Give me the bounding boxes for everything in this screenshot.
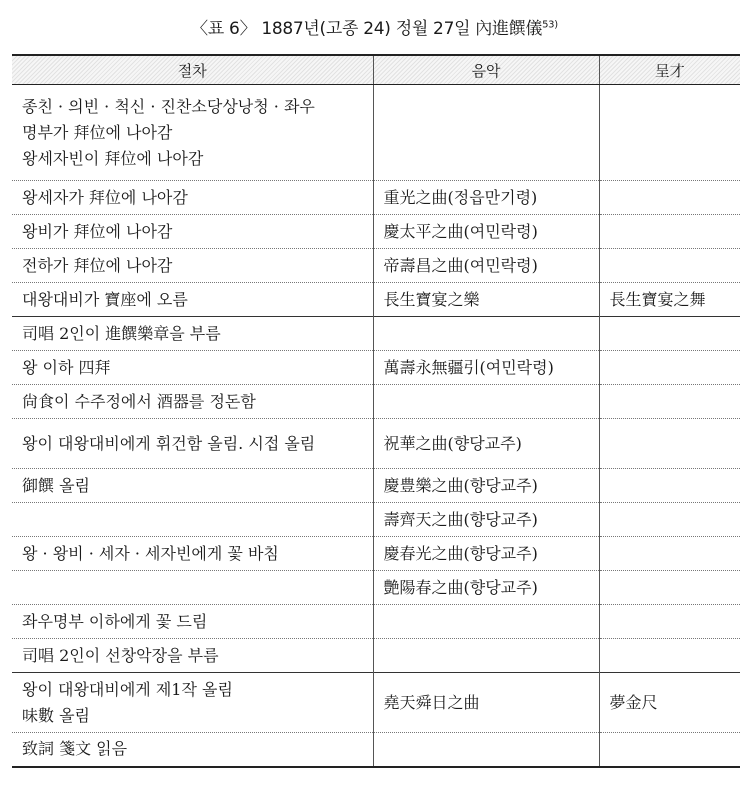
jeongjae-cell [599,605,740,639]
music-cell: 萬壽永無疆引(여민락령) [373,351,599,385]
procedure-line: 왕이 대왕대비에게 제1작 올림 [22,679,233,699]
table-row [12,571,740,605]
table-row [12,317,740,351]
table-row [12,385,740,419]
music-cell: 慶太平之曲(여민락령) [373,215,599,249]
music-cell: 重光之曲(정읍만기령) [373,181,599,215]
music-cell [373,85,599,181]
procedure-cell: 좌우명부 이하에게 꽃 드림 [12,605,373,639]
procedure-cell: 御饌 올림 [12,469,373,503]
table-row [12,351,740,385]
music-cell [373,733,599,767]
header-jeongjae: 呈才 [599,55,740,85]
music-cell: 帝壽昌之曲(여민락령) [373,249,599,283]
procedure-cell [12,571,373,605]
table-row [12,733,740,767]
table-row [12,419,740,469]
music-cell: 堯天舜日之曲 [373,673,599,733]
jeongjae-cell [599,639,740,673]
procedure-cell: 尙食이 수주정에서 酒器를 정돈함 [12,385,373,419]
jeongjae-cell [599,385,740,419]
music-cell: 長生寶宴之樂 [373,283,599,317]
music-cell: 慶豊樂之曲(향당교주) [373,469,599,503]
jeongjae-cell [599,249,740,283]
header-row [12,55,740,85]
procedure-cell: 왕세자가 拜位에 나아감 [12,181,373,215]
procedure-cell [12,673,373,733]
procedure-cell [12,85,373,181]
music-cell [373,639,599,673]
table-row [12,85,740,181]
table-row [12,673,740,733]
jeongjae-cell: 長生寶宴之舞 [599,283,740,317]
caption-text: 〈표 6〉 1887년(고종 24) 정월 27일 內進饌儀 [191,19,543,39]
jeongjae-cell [599,419,740,469]
procedure-cell: 왕 이하 四拜 [12,351,373,385]
procedure-cell: 전하가 拜位에 나아감 [12,249,373,283]
table-header [12,55,740,85]
table-caption [0,14,749,39]
music-cell: 慶春光之曲(향당교주) [373,537,599,571]
procedure-cell: 대왕대비가 寶座에 오름 [12,283,373,317]
jeongjae-cell [599,733,740,767]
procedure-cell: 왕이 대왕대비에게 휘건함 올림. 시접 올림 [12,419,373,469]
procedure-cell: 致詞 箋文 읽음 [12,733,373,767]
jeongjae-cell [599,351,740,385]
jeongjae-cell: 夢金尺 [599,673,740,733]
jeongjae-cell [599,503,740,537]
jeongjae-cell [599,469,740,503]
table-row [12,283,740,317]
procedure-cell: 왕 · 왕비 · 세자 · 세자빈에게 꽃 바침 [12,537,373,571]
procedure-line: 왕세자빈이 拜位에 나아감 [22,148,204,168]
music-cell: 壽齊天之曲(향당교주) [373,503,599,537]
music-cell [373,317,599,351]
header-music: 음악 [373,55,599,85]
jeongjae-cell [599,317,740,351]
procedure-line: 명부가 拜位에 나아감 [22,122,173,142]
procedure-cell: 司唱 2인이 선창악장을 부름 [12,639,373,673]
table-row [12,215,740,249]
table-row [12,249,740,283]
music-cell [373,385,599,419]
ceremony-table [12,54,740,768]
caption-footnote: 53) [542,19,558,31]
music-cell [373,605,599,639]
table-row [12,537,740,571]
jeongjae-cell [599,181,740,215]
music-cell: 艶陽春之曲(향당교주) [373,571,599,605]
table-row [12,639,740,673]
procedure-cell: 왕비가 拜位에 나아감 [12,215,373,249]
procedure-line: 味數 올림 [22,705,90,725]
procedure-cell: 司唱 2인이 進饌樂章을 부름 [12,317,373,351]
procedure-cell [12,503,373,537]
header-procedure: 절차 [12,55,373,85]
table-body [12,85,740,767]
music-cell: 祝華之曲(향당교주) [373,419,599,469]
table-row [12,181,740,215]
jeongjae-cell [599,215,740,249]
table-row [12,605,740,639]
jeongjae-cell [599,85,740,181]
jeongjae-cell [599,537,740,571]
procedure-line: 종친 · 의빈 · 척신 · 진찬소당상낭청 · 좌우 [22,96,315,116]
table-row [12,503,740,537]
jeongjae-cell [599,571,740,605]
table-row [12,469,740,503]
